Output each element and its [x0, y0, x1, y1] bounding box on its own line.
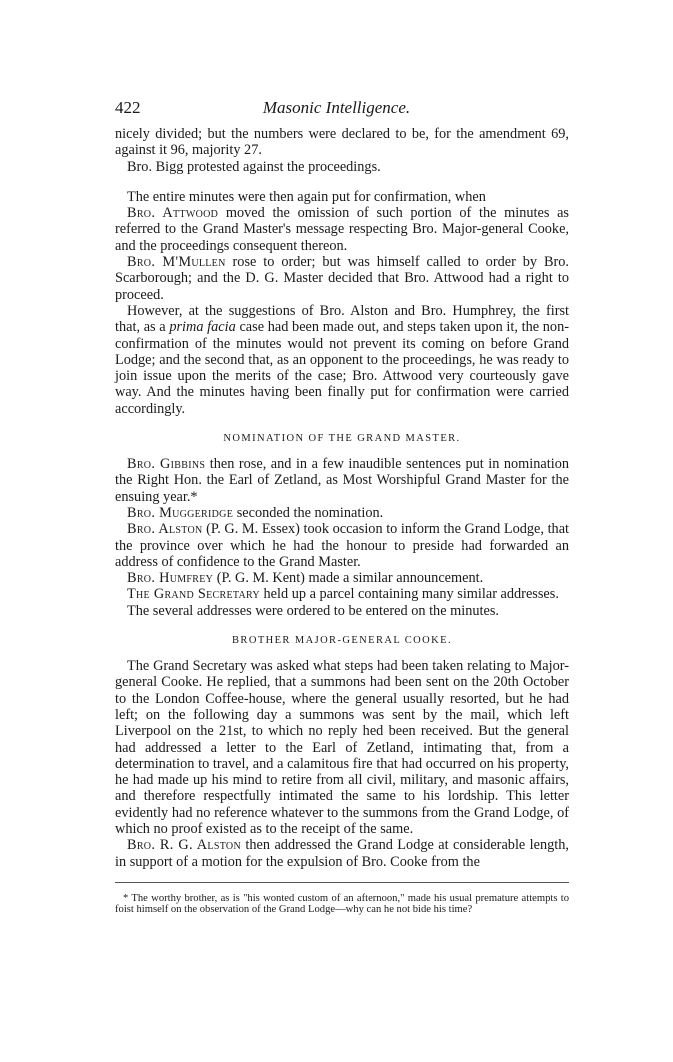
- paragraph: [115, 570, 569, 586]
- paragraph-text: then addressed the Grand Lodge at considerable length, in support of a motion for the expulsion of Bro. Cooke from the: [115, 837, 569, 870]
- footnote-divider: [115, 882, 569, 883]
- speaker-name: Bro. R. G. Alston: [127, 837, 241, 854]
- paragraph: [115, 586, 569, 602]
- speaker-name: Bro. M'Mullen: [127, 254, 226, 271]
- paragraph-text: then rose, and in a few inaudible sentences put in nomination the Right Hon. the Earl of Zetland, as Most Worshipful Grand Master for the ensuing year.*: [115, 456, 569, 505]
- confirmation-block: [115, 189, 569, 417]
- opening-block: [115, 126, 569, 175]
- paragraph-text: However, at the suggestions of Bro. Alston and Bro. Humphrey, the first that, as a: [115, 302, 569, 336]
- footnote: [115, 893, 569, 916]
- italic-phrase: prima facia: [169, 319, 236, 336]
- speaker-name: Bro. Gibbins: [127, 456, 206, 473]
- paragraph-text: (P. G. M. Kent) made a similar announcement.: [213, 570, 484, 587]
- paragraph: [115, 205, 569, 254]
- running-title: Masonic Intelligence.: [262, 98, 411, 117]
- paragraph-text: moved the omission of such portion of the minutes as referred to the Grand Master's message respecting Bro. Major-general Cooke, and the proceedings consequent thereon.: [115, 205, 569, 254]
- paragraph: [115, 456, 569, 505]
- cooke-section: [115, 658, 569, 870]
- paragraph-text: seconded the nomination.: [233, 504, 384, 521]
- speaker-name: Bro. Muggeridge: [127, 504, 234, 521]
- paragraph: The several addresses were ordered to be entered on the minutes.: [127, 602, 499, 619]
- paragraph: Bro. Bigg protested against the proceedings.: [127, 158, 381, 175]
- paragraph: [115, 505, 569, 521]
- section-heading: BROTHER MAJOR-GENERAL COOKE.: [232, 635, 452, 647]
- nomination-section: [115, 456, 569, 619]
- paragraph: [115, 254, 569, 303]
- paragraph: The Grand Secretary was asked what steps had been taken relating to Major-general Cooke. He replied, that a summons had been sent on the 20th October to the London Coffee-house, where the general usually resorted, but he had left; on the following day a summons was sent by the mail, which left Liverpool on the 21st, to which no reply hed been received. But the general had addressed a letter to the Earl of Zetland, intimating that, from a determination to travel, and a calamitous fire that had occurred on his property, he had made up his mind to retire from all civil, military, and masonic affairs, and therefore respectfully intimated the same to his lordship. This letter evidently had no reference whatever to the summons from the Grand Lodge, of which no proof existed as to the receipt of the same.: [115, 658, 569, 837]
- paragraph: [115, 521, 569, 570]
- paragraph-text: rose to order; but was himself called to order by Bro. Scarborough; and the D. G. Master decided that Bro. Attwood had a right to proceed.: [115, 254, 570, 303]
- speaker-name: Bro. Alston: [127, 521, 203, 538]
- paragraph: The entire minutes were then again put for confirmation, when: [127, 188, 486, 205]
- paragraph: nicely divided; but the numbers were declared to be, for the amendment 69, against it 96, majority 27.: [115, 126, 569, 159]
- paragraph-text: (P. G. M. Essex) took occasion to inform the Grand Lodge, that the province over which he had the honour to preside had forwarded an address of confidence to the Grand Master.: [115, 521, 570, 570]
- section-heading: NOMINATION OF THE GRAND MASTER.: [223, 433, 461, 445]
- footnote-text: * The worthy brother, as is "his wonted custom of an afternoon," made his usual premature attempts to foist himself on the observation of the Grand Lodge—why can he not bide his time?: [115, 892, 569, 916]
- page-number: 422: [115, 98, 141, 117]
- speaker-name: Bro. Attwood: [127, 205, 219, 222]
- paragraph: [115, 837, 569, 870]
- speaker-name: Bro. Humfrey: [127, 570, 214, 587]
- paragraph-text: held up a parcel containing many similar addresses.: [259, 586, 559, 603]
- paragraph: [115, 303, 569, 417]
- paragraph-text: case had been made out, and steps taken upon it, the non-confirmation of the minutes would not prevent its coming on before Grand Lodge; and the second that, as an opponent to the proceedings, he was ready to join issue upon the merits of the case; Bro. Attwood very courteously gave way. And the minutes having been finally put for confirmation were carried accordingly.: [115, 319, 569, 417]
- speaker-name: The Grand Secretary: [127, 586, 260, 603]
